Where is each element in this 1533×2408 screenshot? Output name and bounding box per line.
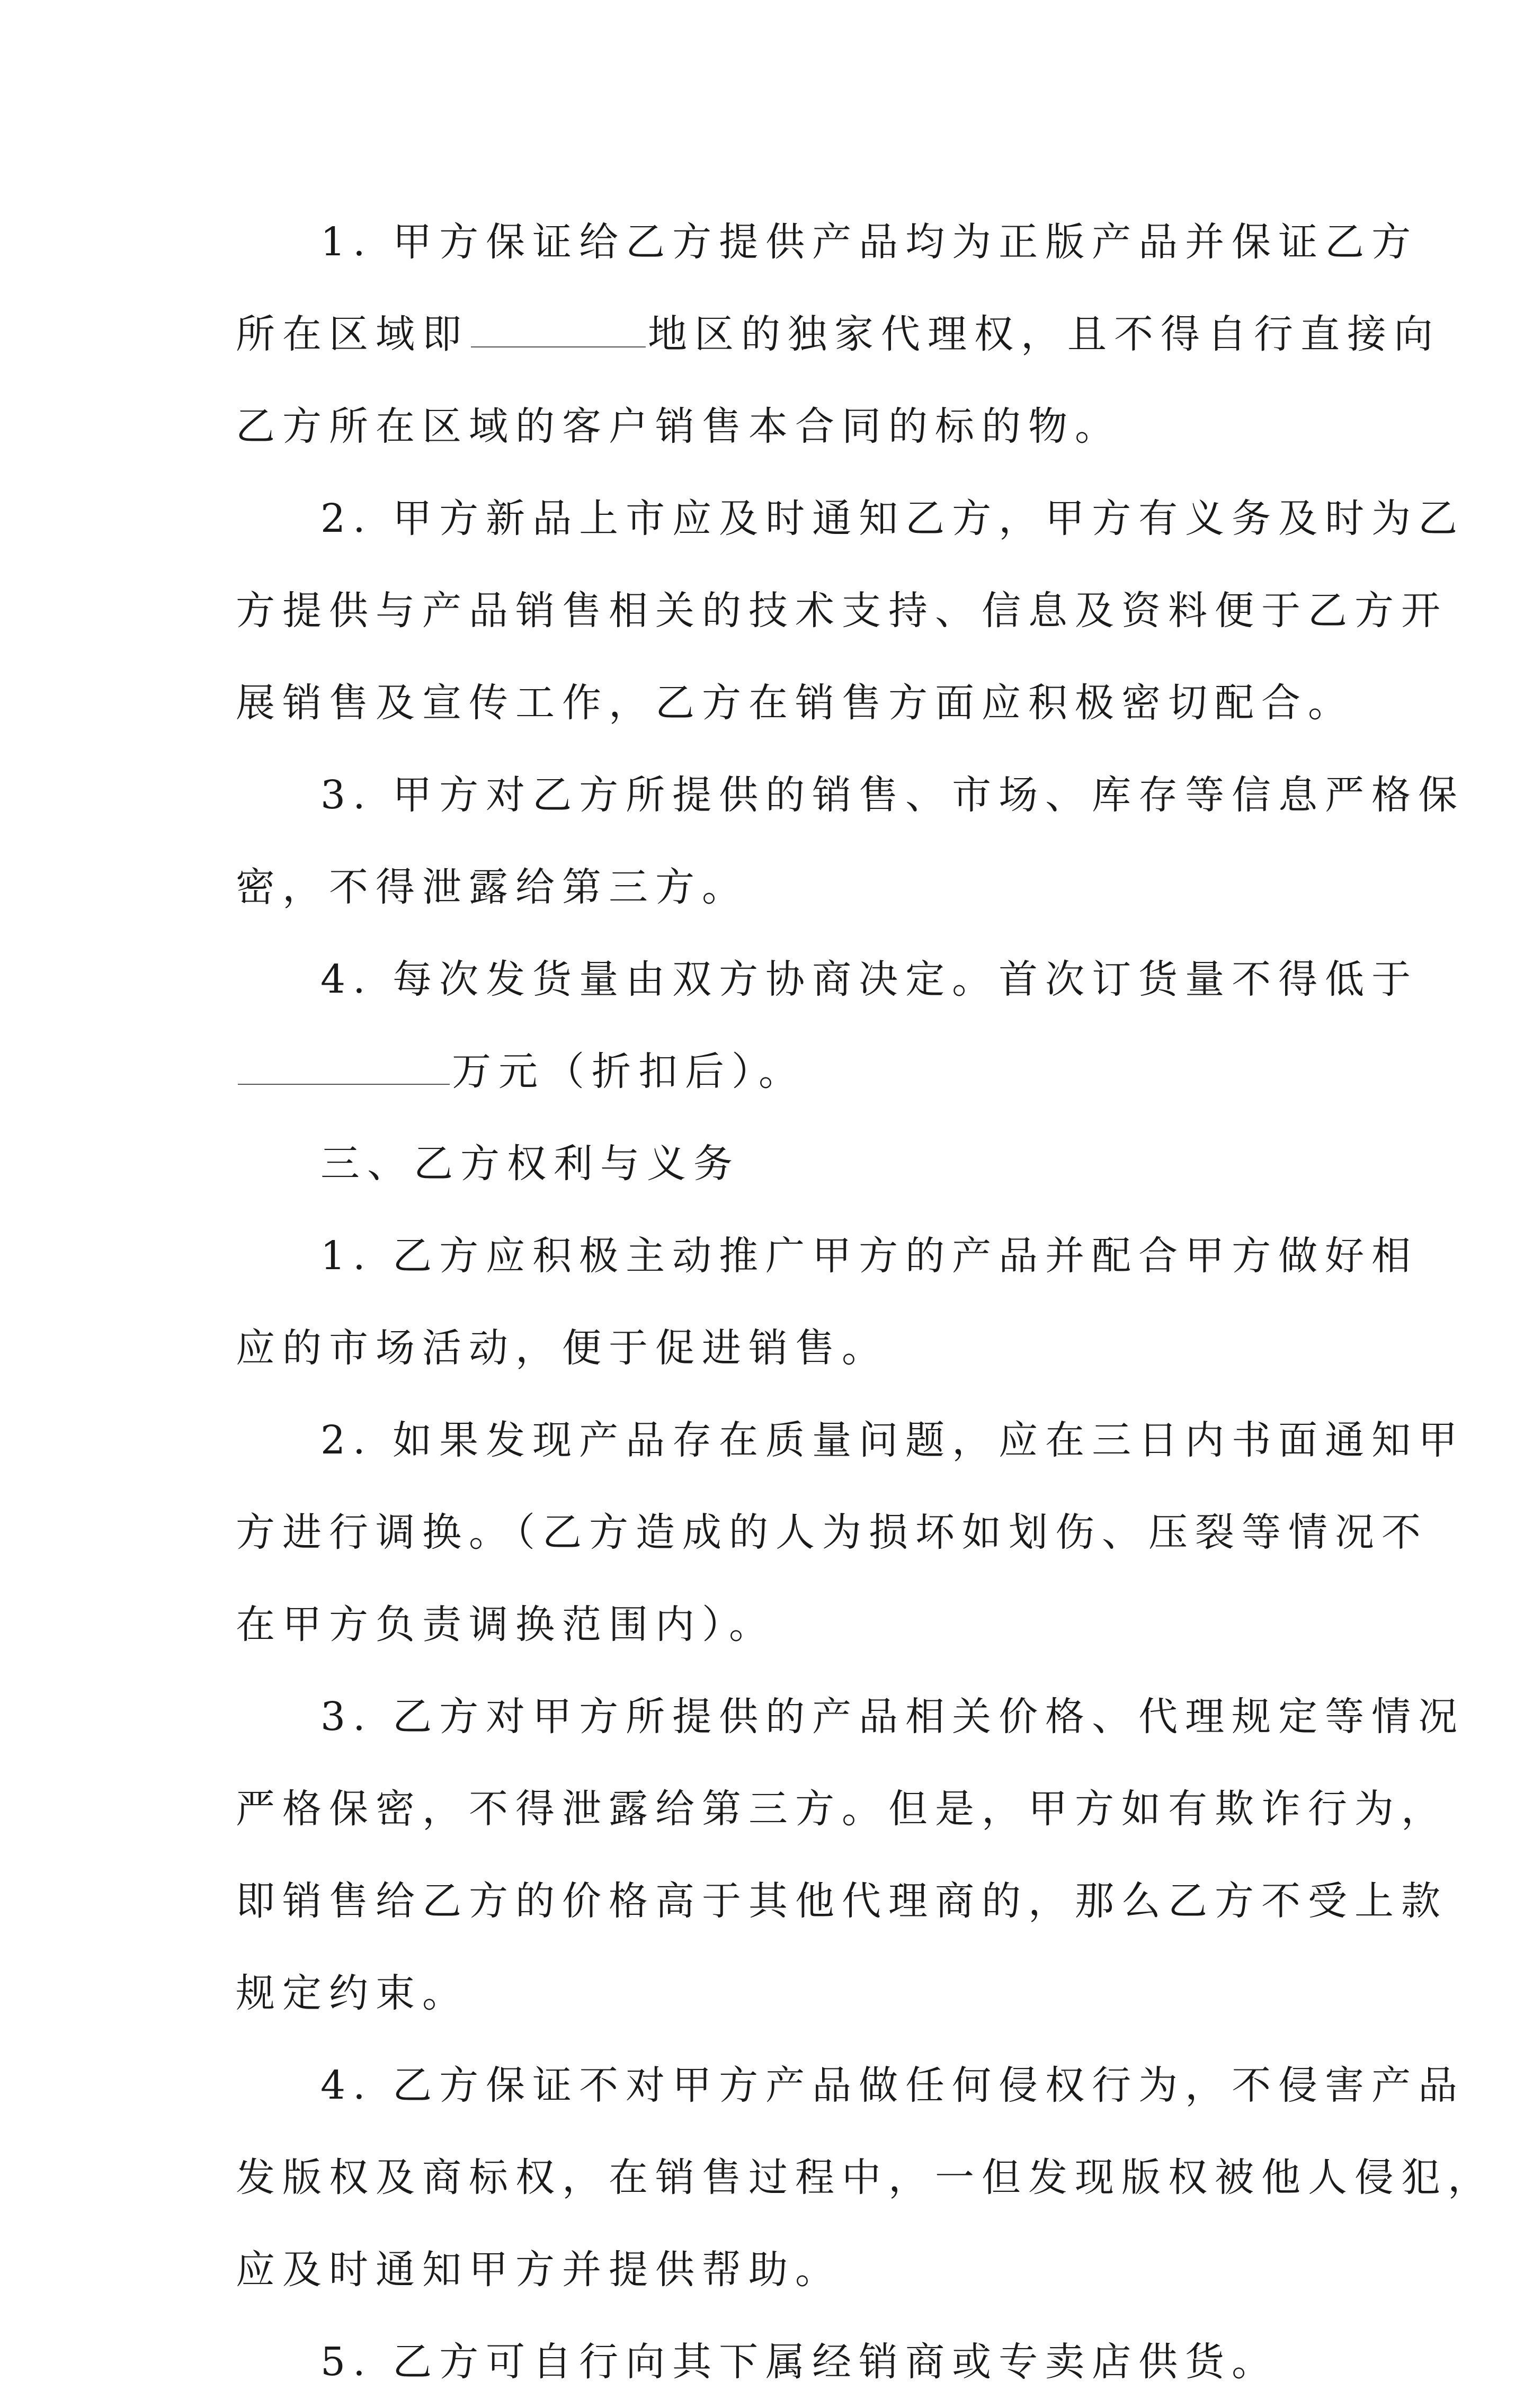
clause-3-5 bbox=[236, 2316, 1316, 2408]
document-body bbox=[236, 196, 1494, 2408]
fill-in-blank-region[interactable] bbox=[471, 309, 646, 347]
text-line: 方提供与产品销售相关的技术支持、信息及资料便于乙方开 bbox=[236, 588, 1448, 634]
text-fragment: 所在区域即 bbox=[236, 311, 469, 357]
text-line: 2. 如果发现产品存在质量问题，应在三日内书面通知甲 bbox=[320, 1417, 1465, 1463]
text-line: 乙方所在区域的客户销售本合同的标的物。 bbox=[236, 404, 1121, 449]
clause-3-3 bbox=[236, 1671, 1465, 2039]
text-line: 4. 每次发货量由双方协商决定。首次订货量不得低于 bbox=[320, 957, 1419, 1002]
clause-2-4 bbox=[236, 933, 1419, 1118]
text-line: 应的市场活动，便于促进销售。 bbox=[236, 1325, 888, 1371]
section-3 bbox=[236, 1118, 1494, 2408]
text-line: 展销售及宣传工作，乙方在销售方面应积极密切配合。 bbox=[236, 680, 1354, 726]
text-fragment: 万元（折扣后）。 bbox=[452, 1049, 805, 1094]
clause-2-1 bbox=[236, 196, 1440, 472]
text-line: 方进行调换。（乙方造成的人为损坏如划伤、压裂等情况不 bbox=[236, 1510, 1428, 1555]
text-line: 严格保密，不得泄露给第三方。但是，甲方如有欺诈行为， bbox=[236, 1786, 1448, 1832]
clause-3-1 bbox=[236, 1210, 1419, 1394]
text-line: 3. 乙方对甲方所提供的产品相关价格、代理规定等情况 bbox=[320, 1694, 1465, 1740]
text-line: 应及时通知甲方并提供帮助。 bbox=[236, 2247, 842, 2293]
section-heading: 三、乙方权利与义务 bbox=[320, 1141, 740, 1187]
text-line: 即销售给乙方的价格高于其他代理商的，那么乙方不受上款 bbox=[236, 1878, 1448, 1924]
text-line: 5. 乙方可自行向其下属经销商或专卖店供货。 bbox=[320, 2339, 1279, 2385]
text-line: 1. 甲方保证给乙方提供产品均为正版产品并保证乙方 bbox=[320, 219, 1419, 265]
text-line bbox=[236, 288, 1440, 380]
fill-in-blank-amount[interactable] bbox=[238, 1047, 450, 1085]
clause-3-4 bbox=[236, 2039, 1494, 2316]
clause-2-3 bbox=[236, 749, 1465, 933]
text-line: 3. 甲方对乙方所提供的销售、市场、库存等信息严格保 bbox=[320, 772, 1465, 818]
clause-2-2 bbox=[236, 472, 1465, 749]
text-line: 4. 乙方保证不对甲方产品做任何侵权行为，不侵害产品 bbox=[320, 2063, 1465, 2108]
text-line bbox=[236, 1025, 1316, 1118]
clause-3-2 bbox=[236, 1394, 1465, 1671]
text-line: 2. 甲方新品上市应及时通知乙方，甲方有义务及时为乙 bbox=[320, 496, 1465, 541]
text-line: 在甲方负责调换范围内）。 bbox=[236, 1602, 776, 1647]
text-line: 发版权及商标权，在销售过程中，一但发现版权被他人侵犯， bbox=[236, 2155, 1494, 2200]
text-line: 规定约束。 bbox=[236, 1970, 469, 2016]
text-fragment: 地区的独家代理权，且不得自行直接向 bbox=[648, 311, 1440, 357]
text-line: 密，不得泄露给第三方。 bbox=[236, 864, 748, 910]
text-line: 1. 乙方应积极主动推广甲方的产品并配合甲方做好相 bbox=[320, 1233, 1419, 1279]
